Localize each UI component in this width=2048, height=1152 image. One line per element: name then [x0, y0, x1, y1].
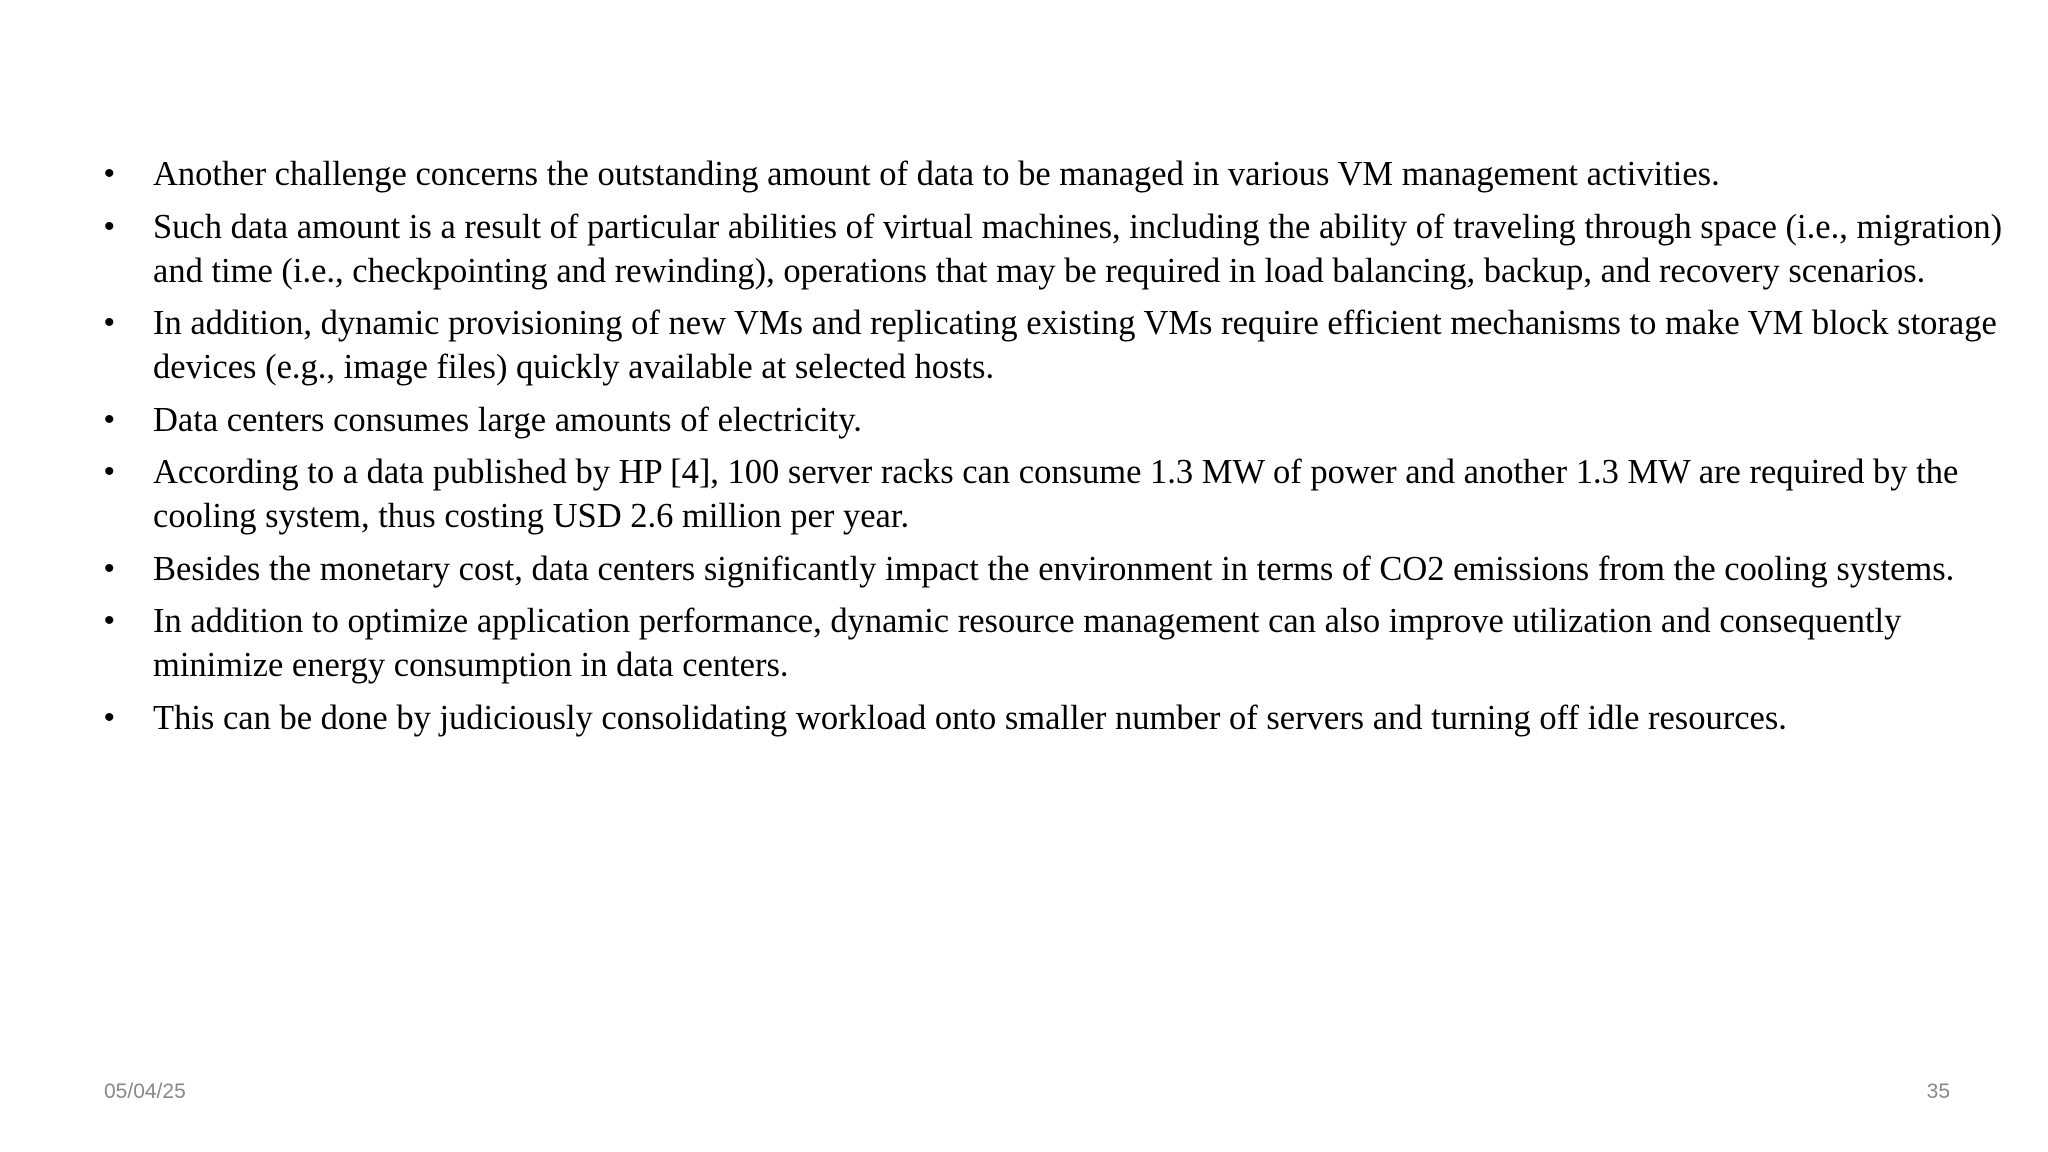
bullet-item: [104, 301, 2016, 389]
bullet-item: [104, 450, 2016, 538]
bullet-icon: •: [104, 455, 115, 488]
bullet-icon: •: [104, 402, 115, 436]
bullet-item: [104, 547, 2016, 591]
bullet-item: [104, 205, 2016, 293]
bullet-text: Another challenge concerns the outstanding amount of data to be managed in various VM management activities.: [153, 155, 1720, 193]
bullet-text: Besides the monetary cost, data centers significantly impact the environment in terms of CO2 emissions from the cooling systems.: [153, 549, 1955, 588]
bullet-item: [104, 599, 2016, 687]
bullet-icon: •: [104, 306, 115, 339]
bullet-item: [104, 398, 2016, 442]
bullet-text: In addition, dynamic provisioning of new VMs and replicating existing VMs require efficient mechanisms to make VM block storage devices (e.g., image files) quickly available at selected hosts.: [153, 304, 1997, 386]
bullet-text: Data centers consumes large amounts of electricity.: [153, 400, 862, 439]
bullet-text: In addition to optimize application performance, dynamic resource management can also improve utilization and consequently minimize energy consumption in data centers.: [153, 602, 1902, 684]
bullet-icon: •: [104, 209, 115, 243]
footer-date: 05/04/25: [104, 1080, 186, 1103]
bullet-icon: •: [104, 604, 115, 637]
bullet-text: This can be done by judiciously consolidating workload onto smaller number of servers and turning off idle resources.: [153, 698, 1787, 737]
bullet-text: Such data amount is a result of particular abilities of virtual machines, including the ability of traveling through space (i.e., migration) and time (i.e., checkpointing and rewinding), operations that may be required in load balancing, backup, and recovery scenarios.: [153, 207, 2003, 290]
slide-number: 35: [1926, 1080, 1950, 1103]
bullet-item: [104, 152, 2016, 196]
bullet-text: According to a data published by HP [4], 100 server racks can consume 1.3 MW of power and another 1.3 MW are required by the cooling system, thus costing USD 2.6 million per year.: [153, 453, 1959, 535]
bullet-item: [104, 696, 2016, 740]
bullet-icon: •: [104, 700, 115, 734]
bullet-icon: •: [104, 157, 115, 190]
bullet-icon: •: [104, 551, 115, 585]
bullet-list: [104, 152, 2016, 748]
